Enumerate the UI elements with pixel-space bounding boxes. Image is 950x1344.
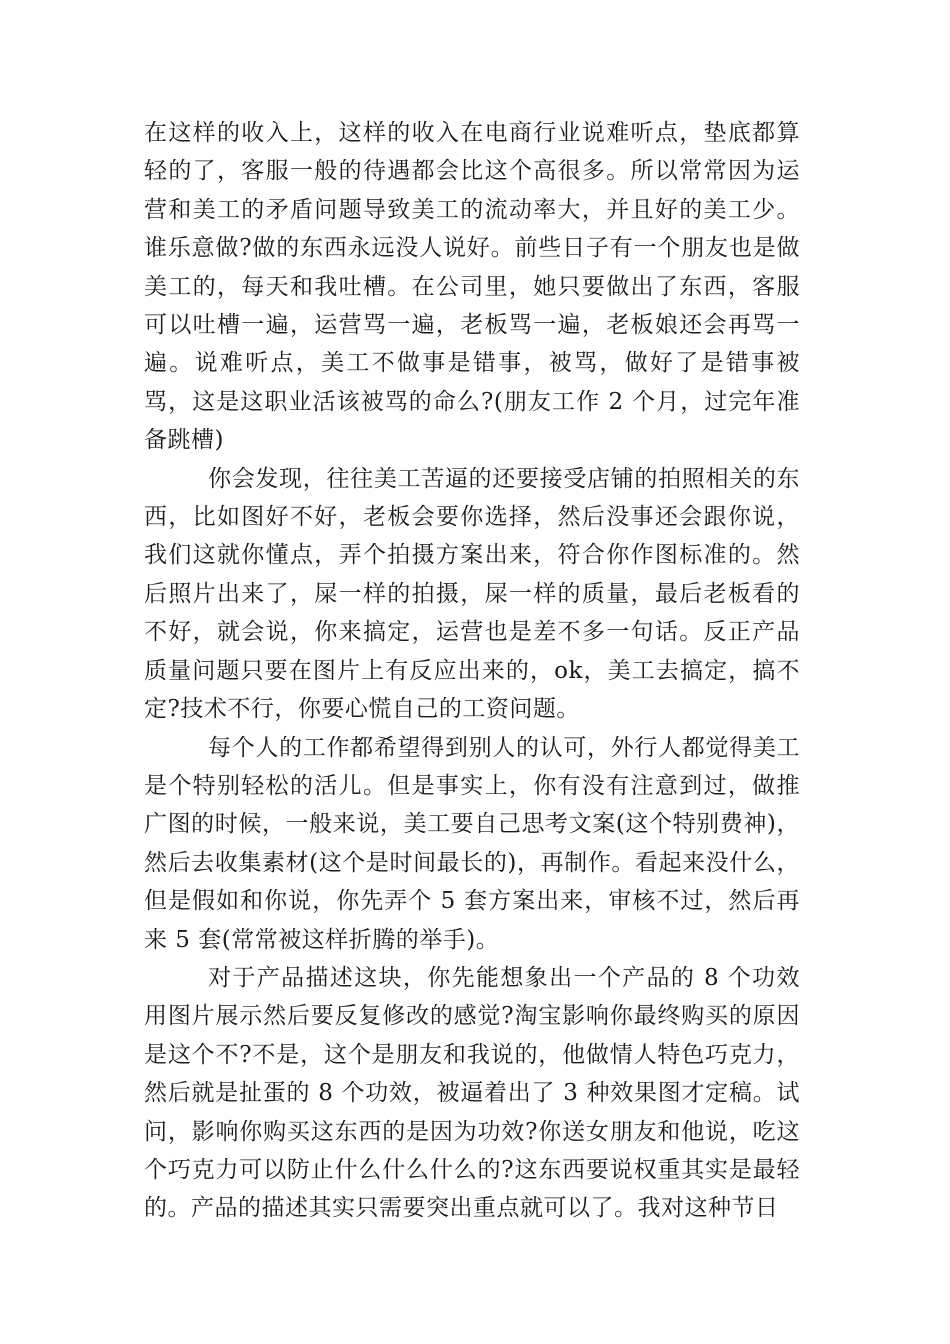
paragraph-2: 你会发现，往往美工苦逼的还要接受店铺的拍照相关的东西，比如图好不好，老板会要你选择，然后没事还会跟你说，我们这就你懂点，弄个拍摄方案出来，符合你作图标准的。然后照片出来了，屎一样的拍摄，屎一样的质量，最后老板看的不好，就会说，你来搞定，运营也是差不多一句话。反正产品质量问题只要在图片上有反应出来的，ok，美工去搞定，搞不定?技术不行，你要心慌自己的工资问题。: [144, 465, 800, 723]
document-body: [144, 114, 800, 1228]
paragraph-1: 在这样的收入上，这样的收入在电商行业说难听点，垫底都算轻的了，客服一般的待遇都会比这个高很多。所以常常因为运营和美工的矛盾问题导致美工的流动率大，并且好的美工少。谁乐意做?做的东西永远没人说好。前些日子有一个朋友也是做美工的，每天和我吐槽。在公司里，她只要做出了东西，客服可以吐槽一遍，运营骂一遍，老板骂一遍，老板娘还会再骂一遍。说难听点，美工不做事是错事，被骂，做好了是错事被骂，这是这职业活该被骂的命么?(朋友工作 2 个月，过完年准备跳槽): [144, 120, 800, 454]
paragraph-4: 对于产品描述这块，你先能想象出一个产品的 8 个功效用图片展示然后要反复修改的感觉?淘宝影响你最终购买的原因是这个不?不是，这个是朋友和我说的，他做情人特色巧克力，然后就是扯蛋的 8 个功效，被逼着出了 3 种效果图才定稿。试问，影响你购买这东西的是因为功效?你送女朋友和他说，吃这个巧克力可以防止什么什么什么的?这东西要说权重其实是最轻的。产品的描述其实只需要突出重点就可以了。我对这种节日: [144, 964, 800, 1222]
paragraph-3: 每个人的工作都希望得到别人的认可，外行人都觉得美工是个特别轻松的活儿。但是事实上，你有没有注意到过，做推广图的时候，一般来说，美工要自己思考文案(这个特别费神)，然后去收集素材(这个是时间最长的)，再制作。看起来没什么，但是假如和你说，你先弄个 5 套方案出来，审核不过，然后再来 5 套(常常被这样折腾的举手)。: [144, 734, 800, 953]
